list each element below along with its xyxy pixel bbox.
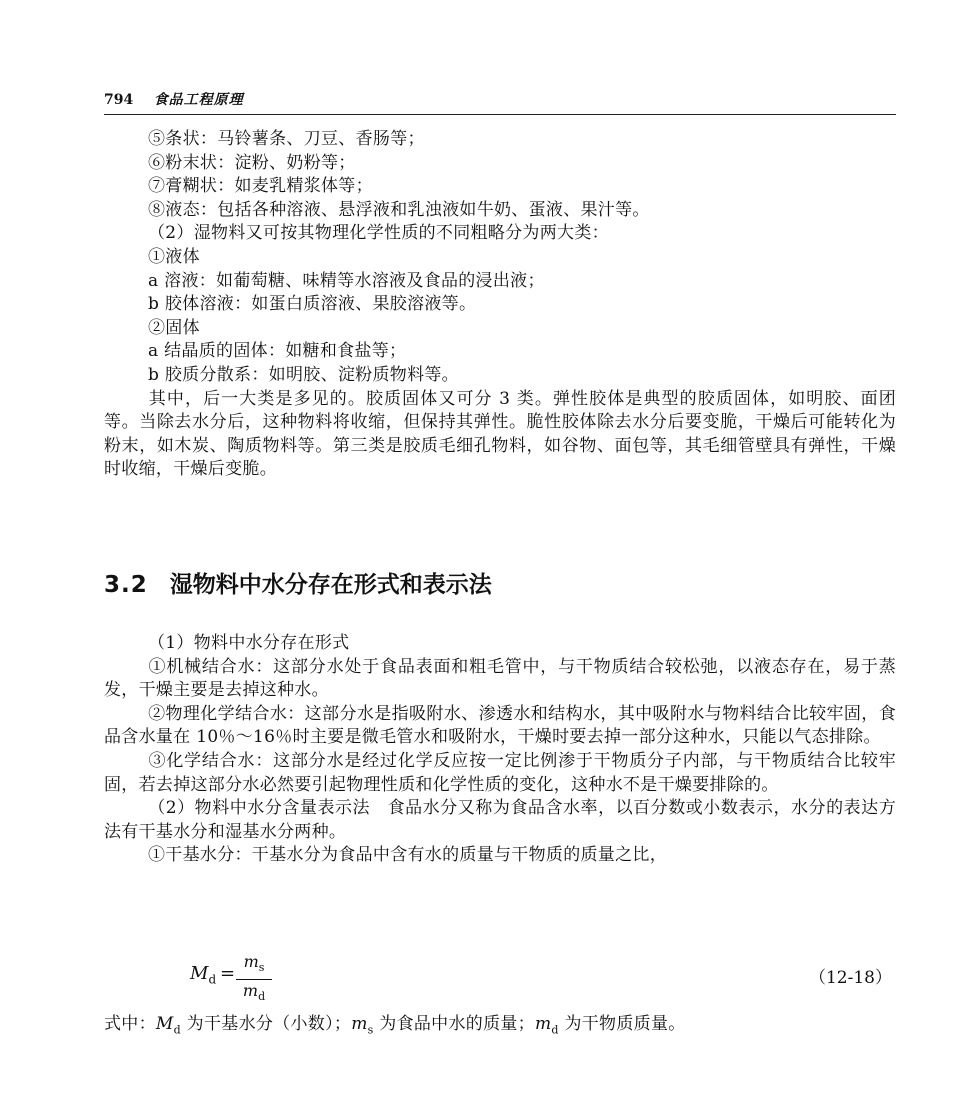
paragraph-moisture-expression: （2）物料中水分含量表示法 食品水分又称为食品含水率，以百分数或小数表示，水分的表达方法有干基水分和湿基水分两种。 [104, 798, 896, 842]
running-header [104, 88, 896, 115]
subhead-classification: （2）湿物料又可按其物理化学性质的不同粗略分为两大类： [148, 223, 609, 244]
fraction-bar [236, 979, 272, 980]
list-item-strip: ⑤条状：马铃薯条、刀豆、香肠等； [148, 129, 425, 149]
list-item-colloid-solution: b 胶体溶液：如蛋白质溶液、果胶溶液等。 [148, 294, 477, 315]
equation-number: （12-18） [808, 968, 892, 988]
equation-lhs: $M_d$ [190, 963, 217, 987]
list-item-liquid: ⑧液态：包括各种溶液、悬浮液和乳浊液如牛奶、蛋液、果汁等。 [148, 199, 650, 220]
fraction-numerator: $m_s$ [243, 952, 265, 975]
list-item-liquid-class: ①液体 [148, 246, 200, 267]
equation-dry-basis-moisture [104, 952, 896, 1004]
paragraph-colloid-types: 其中，后一大类是多见的。胶质固体又可分 3 类。弹性胶体是典型的胶质固体，如明胶、面团等。当除去水分后，这种物料将收缩，但保持其弹性。脆性胶体除去水分后要变脆，干燥后可能转化为粉末，如木炭、陶质物料等。第三类是胶质毛细孔物料，如谷物、面包等，其毛细管壁具有弹性，干燥时收缩，干燥后变脆。 [104, 388, 896, 480]
paragraph-chemical-water: ③化学结合水：这部分水是经过化学反应按一定比例渗于干物质分子内部，与干物质结合比较牢固，若去掉这部分水必然要引起物理性质和化学性质的变化，这种水不是干燥要排除的。 [104, 750, 896, 795]
book-title: 食品工程原理 [153, 92, 244, 108]
text-block-1 [104, 128, 896, 482]
list-item-colloid-dispersion: b 胶质分散系：如明胶、淀粉质物料等。 [148, 364, 459, 385]
list-item-paste: ⑦膏糊状：如麦乳精浆体等； [148, 176, 373, 197]
paragraph-mechanical-water: ①机械结合水：这部分水处于食品表面和粗毛管中，与干物质结合较松弛，以液态存在，易于蒸发，干燥主要是去掉这种水。 [104, 656, 896, 701]
text-block-2 [104, 632, 896, 868]
equation-fraction [236, 952, 272, 1007]
subhead-water-forms: （1）物料中水分存在形式 [148, 633, 350, 653]
list-item-solution: a 溶液：如葡萄糖、味精等水溶液及食品的浸出液； [148, 270, 545, 291]
list-item-solid-class: ②固体 [148, 317, 200, 338]
equals-sign: = [220, 963, 236, 984]
page-number: 794 [104, 92, 134, 108]
paragraph-dry-basis: ①干基水分：干基水分为食品中含有水的质量与干物质的质量之比， [148, 845, 667, 866]
section-title: 湿物料中水分存在形式和表示法 [169, 572, 492, 598]
list-item-crystalline: a 结晶质的固体：如糖和食盐等； [148, 341, 407, 362]
symbol-definitions: 式中：$M_d$ 为干基水分（小数）；$m_s$ 为食品中水的质量；$m_d$ 为干物质质量。 [104, 1014, 686, 1037]
paragraph-physicochemical-water: ②物理化学结合水：这部分水是指吸附水、渗透水和结构水，其中吸附水与物料结合比较牢固，食品含水量在 10％～16％时主要是微毛管水和吸附水，干燥时要去掉一部分这种水，只能以气态排除。 [104, 703, 896, 748]
fraction-denominator: $m_d$ [242, 981, 266, 1004]
section-number: 3.2 [104, 572, 148, 598]
list-item-powder: ⑥粉末状：淀粉、奶粉等； [148, 152, 356, 173]
section-heading [104, 568, 896, 602]
